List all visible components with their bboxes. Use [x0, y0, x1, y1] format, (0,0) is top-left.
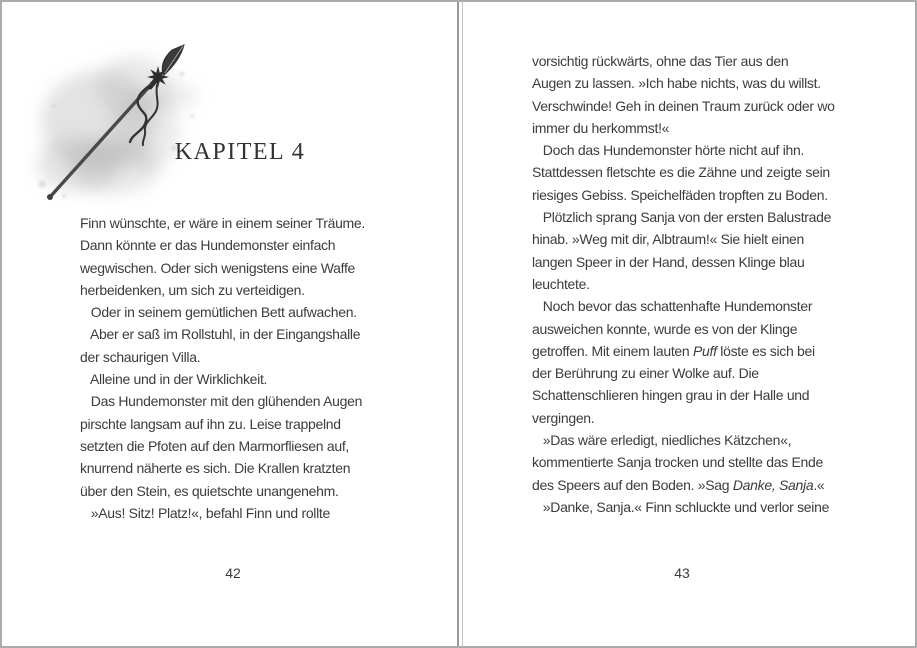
text-line: Augen zu lassen. »Ich habe nichts, was du willst.	[532, 75, 821, 92]
text-line: langen Speer in der Hand, dessen Klinge blau	[532, 253, 805, 270]
text-line: knurrend näherte es sich. Die Krallen kratzten	[80, 460, 351, 477]
text-line: Schattenschlieren hingen grau in der Halle und	[532, 387, 810, 404]
text-line: getroffen. Mit einem lauten Puff löste es sich bei	[532, 342, 815, 359]
page-number-left: 42	[225, 565, 241, 581]
page-right	[463, 2, 917, 646]
text-line: Aber er saß im Rollstuhl, in der Eingangshalle	[80, 326, 361, 343]
text-line: »Aus! Sitz! Platz!«, befahl Finn und rollte	[80, 504, 331, 521]
text-line: Stattdessen fletschte es die Zähne und zeigte sein	[532, 164, 830, 181]
text-line: »Danke, Sanja.« Finn schluckte und verlor seine	[532, 498, 830, 515]
text-line: Finn wünschte, er wäre in einem seiner Träume.	[80, 215, 365, 231]
text-line: Plötzlich sprang Sanja von der ersten Balustrade	[532, 209, 832, 226]
text-line: vorsichtig rückwärts, ohne das Tier aus den	[532, 53, 789, 69]
text-line: des Speers auf den Boden. »Sag Danke, Sanja.«	[532, 476, 825, 493]
text-line: herbeidenken, um sich zu verteidigen.	[80, 281, 305, 298]
text-line: wegwischen. Oder sich wenigstens eine Waffe	[80, 259, 356, 276]
chapter-heading: KAPITEL 4	[174, 139, 306, 165]
text-line: Dann könnte er das Hundemonster einfach	[80, 237, 336, 254]
page-left-text	[80, 212, 420, 524]
text-line: Verschwinde! Geh in deinen Traum zurück oder wo	[532, 97, 835, 114]
page-number-right: 43	[674, 565, 690, 581]
text-line: Noch bevor das schattenhafte Hundemonster	[532, 298, 813, 315]
text-line: immer du herkommst!«	[532, 119, 670, 136]
spear-illustration	[24, 16, 224, 211]
text-line: »Das wäre erledigt, niedliches Kätzchen«,	[532, 432, 792, 449]
text-line: Oder in seinem gemütlichen Bett aufwachen.	[80, 304, 357, 321]
text-line: der Berührung zu einer Wolke auf. Die	[532, 365, 759, 382]
text-line: über den Stein, es quietschte unangenehm.	[80, 482, 339, 499]
text-line: kommentierte Sanja trocken und stellte das Ende	[532, 454, 823, 471]
text-line: pirschte langsam auf ihn zu. Leise trappelnd	[80, 415, 341, 432]
text-line: leuchtete.	[532, 275, 590, 292]
page-left	[2, 2, 458, 646]
text-line: ausweichen konnte, wurde es von der Klinge	[532, 320, 798, 337]
text-line: setzten die Pfoten auf den Marmorfliesen auf,	[80, 437, 349, 454]
text-line: der schaurigen Villa.	[80, 348, 201, 365]
text-line: riesiges Gebiss. Speichelfäden tropften zu Boden.	[532, 186, 828, 203]
text-line: Alleine und in der Wirklichkeit.	[80, 371, 268, 388]
text-line: Doch das Hundemonster hörte nicht auf ihn.	[532, 142, 805, 159]
text-line: vergingen.	[532, 409, 595, 426]
text-line: Das Hundemonster mit den glühenden Augen	[80, 393, 363, 410]
page-right-text	[532, 50, 872, 518]
text-line: hinab. »Weg mit dir, Albtraum!« Sie hielt einen	[532, 231, 805, 248]
